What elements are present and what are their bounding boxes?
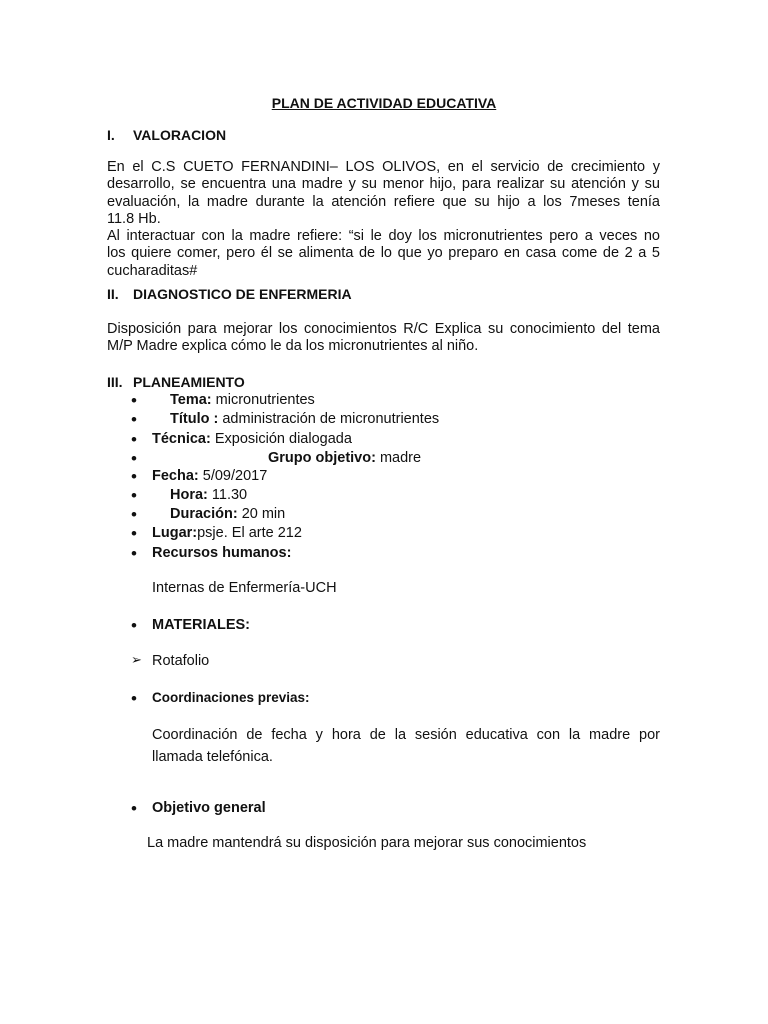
text-line: Coordinación de fecha y hora de la sesión educativa con la madre por bbox=[152, 727, 660, 743]
objetivo-general-label: Objetivo general bbox=[152, 800, 266, 816]
valoracion-paragraph bbox=[107, 159, 660, 280]
bullet-icon: • bbox=[131, 430, 137, 449]
bullet-icon: • bbox=[131, 505, 137, 524]
list-item-lugar bbox=[152, 525, 302, 541]
bullet-icon: • bbox=[131, 467, 137, 486]
list-item-duracion bbox=[170, 506, 285, 522]
section-heading-diagnostico: DIAGNOSTICO DE ENFERMERIA bbox=[133, 286, 352, 302]
bullet-icon: • bbox=[131, 799, 137, 818]
item-label: Técnica: bbox=[152, 431, 211, 447]
text-line: M/P Madre explica cómo le da los micronutrientes al niño. bbox=[107, 338, 479, 355]
item-value: 11.30 bbox=[207, 487, 248, 503]
list-item-titulo bbox=[170, 411, 439, 427]
coordinaciones-paragraph bbox=[152, 724, 660, 768]
text-line: llamada telefónica. bbox=[152, 749, 273, 765]
item-label: Duración: bbox=[170, 506, 238, 522]
text-line: Al interactuar con la madre refiere: “si le doy los micronutrientes pero a veces no bbox=[107, 228, 660, 245]
item-label: Grupo objetivo: bbox=[268, 450, 376, 466]
coordinaciones-label: Coordinaciones previas: bbox=[152, 690, 310, 705]
text-line: Disposición para mejorar los conocimientos R/C Explica su conocimiento del tema bbox=[107, 321, 660, 337]
objetivo-general-text: La madre mantendrá su disposición para mejorar sus conocimientos bbox=[147, 835, 587, 851]
bullet-icon: • bbox=[131, 689, 137, 708]
bullet-icon: • bbox=[131, 544, 137, 563]
recursos-humanos-text: Internas de Enfermería-UCH bbox=[152, 580, 337, 596]
bullet-icon: • bbox=[131, 410, 137, 429]
rotafolio-text: Rotafolio bbox=[152, 653, 210, 669]
bullet-icon: • bbox=[131, 449, 137, 468]
list-item-fecha bbox=[152, 468, 267, 484]
section-number: III. bbox=[107, 374, 123, 390]
bullet-icon: • bbox=[131, 616, 137, 635]
text-line: 11.8 Hb. bbox=[107, 210, 161, 227]
text-line: desarrollo, se encuentra una madre y su menor hijo, para realizar su atención y su bbox=[107, 176, 660, 193]
text-line: evaluación, la madre durante la atención refiere que su hijo a los 7meses tenía bbox=[107, 193, 660, 210]
list-item-hora bbox=[170, 487, 247, 503]
section-number: I. bbox=[107, 127, 115, 143]
text-line: los quiere comer, pero él se alimenta de lo que yo preparo en casa come de 2 a 5 bbox=[107, 245, 660, 262]
item-value: 5/09/2017 bbox=[198, 468, 268, 484]
item-label: Lugar: bbox=[152, 525, 198, 541]
section-heading-planeamiento: PLANEAMIENTO bbox=[133, 374, 245, 390]
list-item-tecnica bbox=[152, 431, 352, 447]
item-label: Recursos humanos: bbox=[152, 545, 292, 561]
item-label: Hora: bbox=[170, 487, 208, 503]
list-item-grupo-objetivo bbox=[268, 450, 421, 466]
materiales-label: MATERIALES: bbox=[152, 617, 251, 633]
section-heading-valoracion: VALORACION bbox=[133, 127, 227, 143]
item-label: Fecha: bbox=[152, 468, 199, 484]
diagnostico-paragraph bbox=[107, 321, 660, 356]
item-value: psje. El arte 212 bbox=[197, 525, 302, 541]
item-value: Exposición dialogada bbox=[210, 431, 352, 447]
item-value: administración de micronutrientes bbox=[218, 411, 440, 427]
list-item-recursos-humanos bbox=[152, 545, 291, 561]
bullet-icon: • bbox=[131, 391, 137, 410]
text-line: cucharaditas# bbox=[107, 262, 198, 279]
item-label: Título : bbox=[170, 411, 219, 427]
document-title: PLAN DE ACTIVIDAD EDUCATIVA bbox=[271, 95, 497, 111]
bullet-icon: • bbox=[131, 486, 137, 505]
section-number: II. bbox=[107, 286, 119, 302]
bullet-icon: • bbox=[131, 524, 137, 543]
list-item-tema bbox=[170, 392, 315, 408]
arrow-bullet-icon: ➢ bbox=[131, 652, 142, 667]
item-value: micronutrientes bbox=[211, 392, 315, 408]
item-value: madre bbox=[375, 450, 422, 466]
item-value: 20 min bbox=[237, 506, 286, 522]
text-line: En el C.S CUETO FERNANDINI– LOS OLIVOS, en el servicio de crecimiento y bbox=[107, 159, 660, 175]
item-label: Tema: bbox=[170, 392, 212, 408]
